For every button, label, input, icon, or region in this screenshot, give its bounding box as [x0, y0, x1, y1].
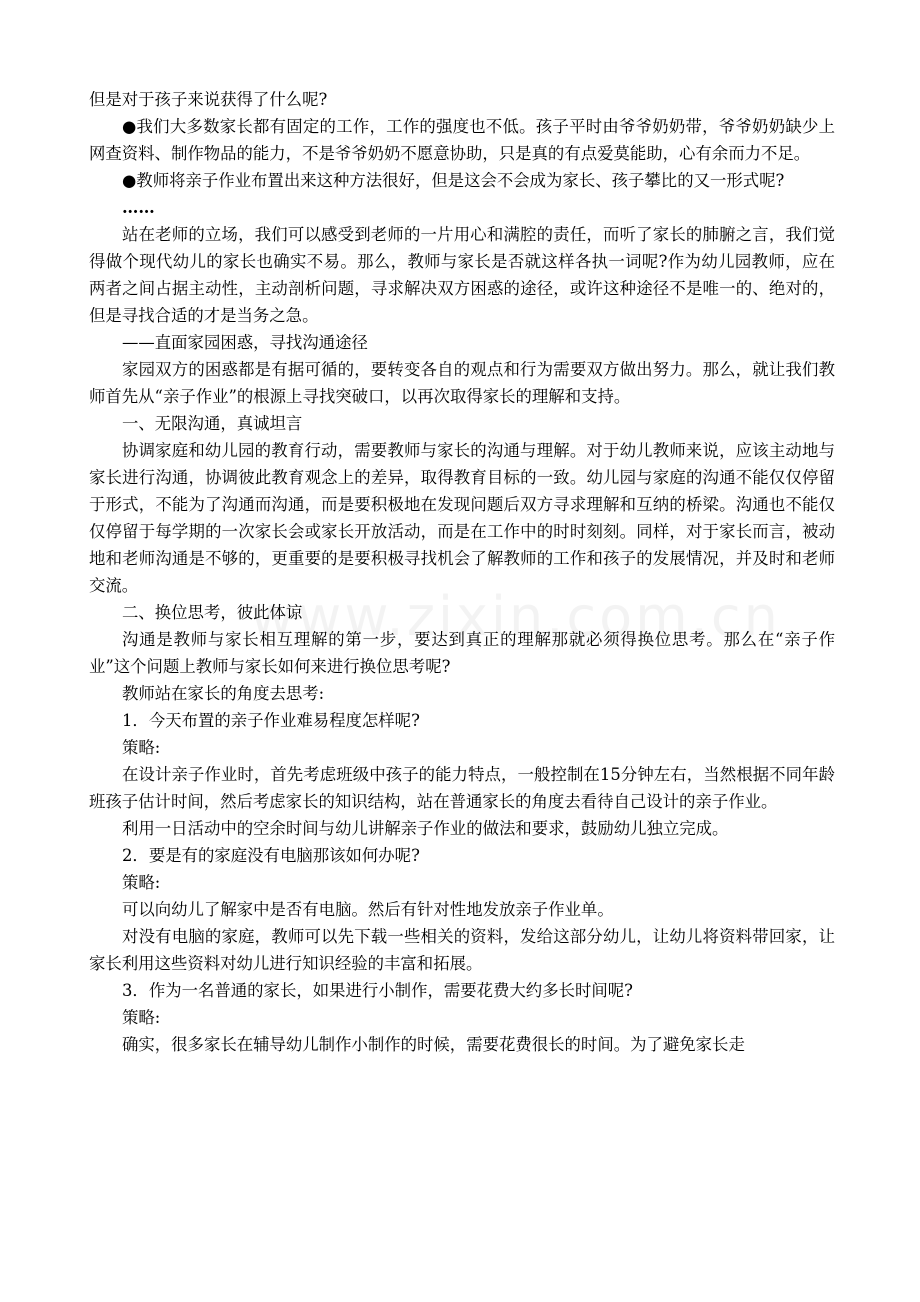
bullet-paragraph-parents-work: ●我们大多数家长都有固定的工作，工作的强度也不低。孩子平时由爷爷奶奶带，爷爷奶奶缺少上网查资料、制作物品的能力，不是爷爷奶奶不愿意协助，只是真的有点爱莫能助，心有余而力不足。 — [89, 117, 835, 163]
paragraph-teacher-perspective: 教师站在家长的角度去思考: — [122, 684, 325, 703]
paragraph-continuation: 但是对于孩子来说获得了什么呢? — [89, 90, 328, 109]
paragraph-communication: 协调家庭和幼儿园的教育行动，需要教师与家长的沟通与理解。对于幼儿教师来说，应该主动地与家长进行沟通，协调彼此教育观念上的差异，取得教育目标的一致。幼儿园与家庭的沟通不能仅仅停留于形式，不能为了沟通而沟通，而是要积极地在发现问题后双方寻求理解和互纳的桥梁。沟通也不能仅仅停留于每学期的一次家长会或家长开放活动，而是在工作中的时时刻刻。同样，对于家长而言，被动地和老师沟通是不够的，更重要的是要积极寻找机会了解教师的工作和孩子的发展情况，并及时和老师交流。 — [89, 441, 835, 595]
question-1: 1．今天布置的亲子作业难易程度怎样呢? — [122, 711, 420, 730]
section-heading-confusion: ——直面家园困惑，寻找沟通途径 — [122, 333, 368, 352]
question-3: 3．作为一名普通的家长，如果进行小制作，需要花费大约多长时间呢? — [122, 981, 633, 1000]
strategy-paragraph-3a: 确实，很多家长在辅导幼儿制作小制作的时候，需要花费很长的时间。为了避免家长走 — [122, 1035, 745, 1054]
strategy-paragraph-1a: 在设计亲子作业时，首先考虑班级中孩子的能力特点，一般控制在15分钟左右，当然根据不同年龄班孩子估计时间，然后考虑家长的知识结构，站在普通家长的角度去看待自己设计的亲子作业。 — [89, 765, 835, 811]
strategy-paragraph-2b: 对没有电脑的家庭，教师可以先下载一些相关的资料，发给这部分幼儿，让幼儿将资料带回家，让家长利用这些资料对幼儿进行知识经验的丰富和拓展。 — [89, 927, 835, 973]
question-2: 2．要是有的家庭没有电脑那该如何办呢? — [122, 846, 420, 865]
strategy-paragraph-1b: 利用一日活动中的空余时间与幼儿讲解亲子作业的做法和要求，鼓励幼儿独立完成。 — [122, 819, 729, 838]
paragraph-empathy: 沟通是教师与家长相互理解的第一步，要达到真正的理解那就必须得换位思考。那么在“亲子作业”这个问题上教师与家长如何来进行换位思考呢? — [89, 630, 835, 676]
strategy-label-1: 策略: — [122, 738, 161, 757]
subheading-empathy: 二、换位思考，彼此体谅 — [122, 603, 303, 622]
ellipsis-line: …… — [122, 198, 155, 217]
bullet-paragraph-comparison: ●教师将亲子作业布置出来这种方法很好，但是这会不会成为家长、孩子攀比的又一形式呢? — [122, 171, 785, 190]
strategy-paragraph-2a: 可以向幼儿了解家中是否有电脑。然后有针对性地发放亲子作业单。 — [122, 900, 614, 919]
subheading-communication: 一、无限沟通，真诚坦言 — [122, 414, 303, 433]
document-body — [89, 86, 835, 1058]
strategy-label-2: 策略: — [122, 873, 161, 892]
paragraph-both-sides: 家园双方的困惑都是有据可循的，要转变各自的观点和行为需要双方做出努力。那么，就让我们教师首先从“亲子作业”的根源上寻找突破口，以再次取得家长的理解和支持。 — [89, 360, 835, 406]
paragraph-teacher-standpoint: 站在老师的立场，我们可以感受到老师的一片用心和满腔的责任，而听了家长的肺腑之言，我们觉得做个现代幼儿的家长也确实不易。那么，教师与家长是否就这样各执一词呢?作为幼儿园教师，应在两者之间占据主动性，主动剖析问题，寻求解决双方困惑的途径，或许这种途径不是唯一的、绝对的，但是寻找合适的才是当务之急。 — [89, 225, 835, 325]
strategy-label-3: 策略: — [122, 1008, 161, 1027]
